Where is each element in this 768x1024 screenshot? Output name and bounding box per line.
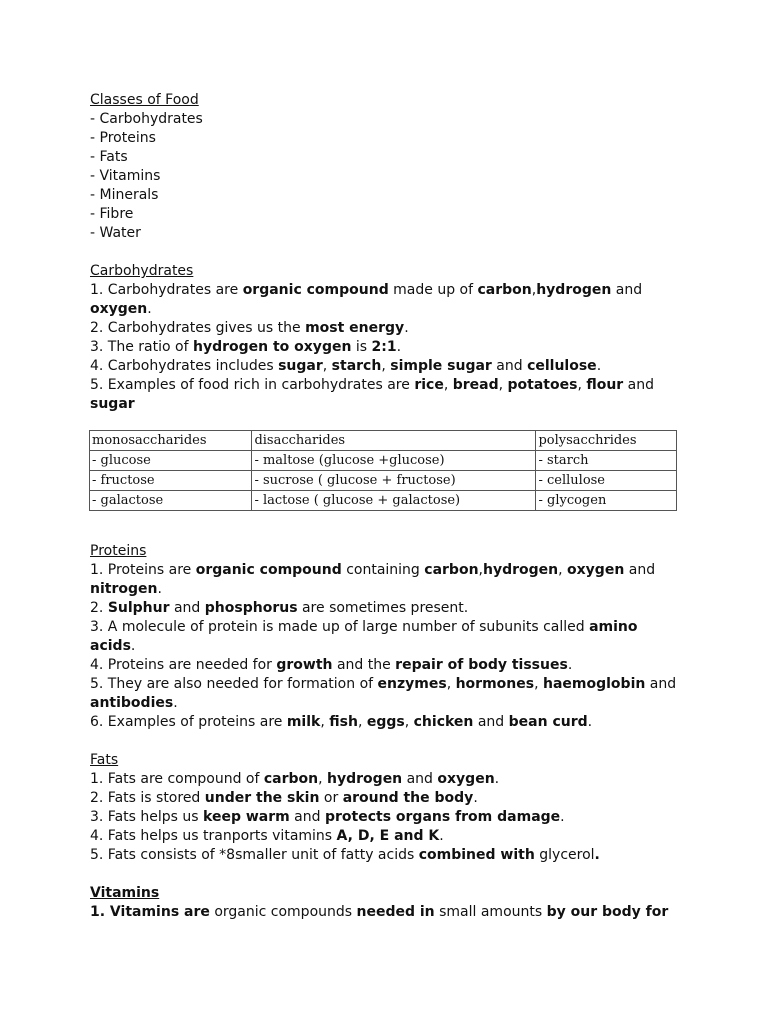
paragraph-line: 1. Fats are compound of carbon, hydrogen and oxygen. (90, 771, 500, 787)
paragraph-line: 3. A molecule of protein is made up of large number of subunits called amino (90, 619, 638, 635)
paragraph-line: acids. (90, 638, 136, 654)
list-item: - Minerals (90, 187, 159, 203)
table-row (90, 491, 677, 511)
list-item: - Fibre (90, 206, 134, 222)
table-cell: - glycogen (536, 491, 677, 511)
list-item: - Carbohydrates (90, 111, 203, 127)
paragraph-line: 5. Examples of food rich in carbohydrates are rice, bread, potatoes, flour and (90, 377, 655, 393)
table-cell: - starch (536, 451, 677, 471)
table-header-cell: disaccharides (252, 431, 536, 451)
paragraph-line: 2. Fats is stored under the skin or around the body. (90, 790, 478, 806)
paragraph-line: 1. Carbohydrates are organic compound made up of carbon,hydrogen and (90, 282, 643, 298)
table-header-cell: polysacchrides (536, 431, 677, 451)
table-cell: - lactose ( glucose + galactose) (252, 491, 536, 511)
paragraph-line: 5. They are also needed for formation of enzymes, hormones, haemoglobin and (90, 676, 677, 692)
saccharides-table (89, 430, 677, 511)
paragraph-line: 4. Proteins are needed for growth and the repair of body tissues. (90, 657, 573, 673)
table-cell: - glucose (90, 451, 252, 471)
paragraph-line: 6. Examples of proteins are milk, fish, eggs, chicken and bean curd. (90, 714, 593, 730)
table-cell: - maltose (glucose +glucose) (252, 451, 536, 471)
paragraph-line: oxygen. (90, 301, 152, 317)
paragraph-line: 1. Vitamins are organic compounds needed in small amounts by our body for (90, 904, 669, 920)
table-cell: - cellulose (536, 471, 677, 491)
paragraph-line: sugar (90, 396, 135, 412)
carbohydrates-heading: Carbohydrates (90, 263, 194, 279)
table-cell: - sucrose ( glucose + fructose) (252, 471, 536, 491)
table-header-cell: monosaccharides (90, 431, 252, 451)
paragraph-line: 4. Fats helps us tranports vitamins A, D, E and K. (90, 828, 444, 844)
table-cell: - galactose (90, 491, 252, 511)
paragraph-line: 2. Sulphur and phosphorus are sometimes present. (90, 600, 469, 616)
table-row (90, 471, 677, 491)
vitamins-heading: Vitamins (90, 885, 160, 901)
fats-heading: Fats (90, 752, 119, 768)
paragraph-line: 4. Carbohydrates includes sugar, starch, simple sugar and cellulose. (90, 358, 602, 374)
paragraph-line: 2. Carbohydrates gives us the most energy. (90, 320, 409, 336)
paragraph-line: 3. The ratio of hydrogen to oxygen is 2:1. (90, 339, 402, 355)
paragraph-line: nitrogen. (90, 581, 162, 597)
list-item: - Water (90, 225, 141, 241)
table-cell: - fructose (90, 471, 252, 491)
list-item: - Vitamins (90, 168, 161, 184)
list-item: - Proteins (90, 130, 156, 146)
paragraph-line: 3. Fats helps us keep warm and protects organs from damage. (90, 809, 565, 825)
table-row (90, 451, 677, 471)
classes-heading: Classes of Food (90, 92, 199, 108)
paragraph-line: 1. Proteins are organic compound containing carbon,hydrogen, oxygen and (90, 562, 656, 578)
paragraph-line: antibodies. (90, 695, 178, 711)
list-item: - Fats (90, 149, 128, 165)
table-header-row (90, 431, 677, 451)
proteins-heading: Proteins (90, 543, 147, 559)
paragraph-line: 5. Fats consists of *8smaller unit of fatty acids combined with glycerol. (90, 847, 600, 863)
